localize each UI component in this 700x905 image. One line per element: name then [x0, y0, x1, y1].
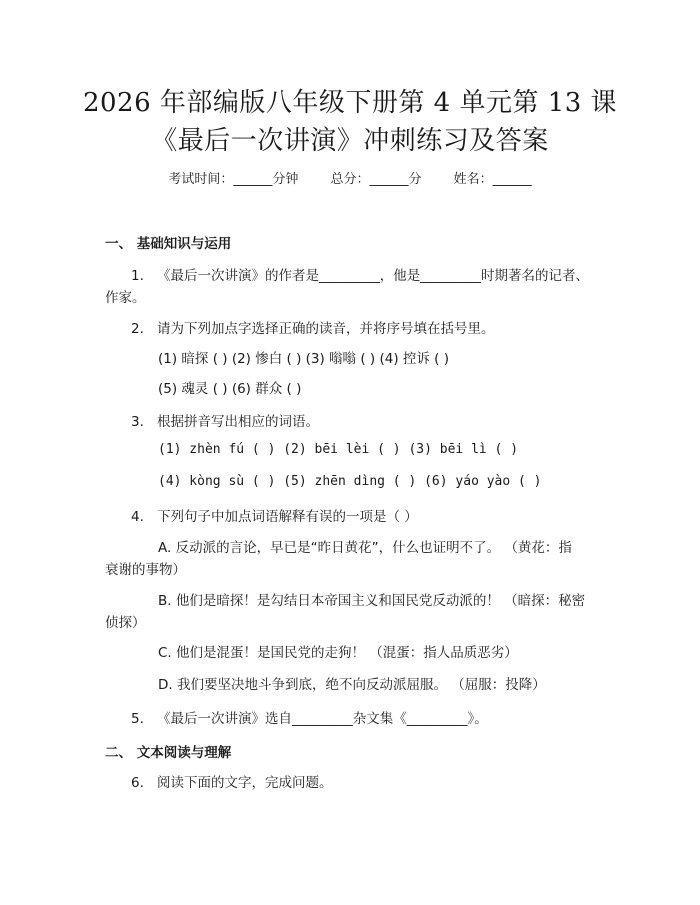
total-score-field: 总分：______分	[330, 172, 422, 187]
question-2	[131, 317, 495, 337]
exam-meta	[0, 168, 700, 187]
student-name-field: 姓名：______	[453, 172, 532, 187]
question-6	[131, 771, 333, 791]
question-text: 根据拼音写出相应的词语。	[157, 414, 319, 430]
question-5	[131, 707, 488, 727]
question-2-options-row1: (1) 暗探 ( ) (2) 惨白 ( ) (3) 嗡嗡 ( ) (4) 控诉 ( )	[158, 351, 449, 367]
question-4-option-b: B. 他们是暗探！是勾结日本帝国主义和国民党反动派的！ （暗探：秘密	[158, 593, 586, 609]
question-number: 5.	[131, 711, 144, 727]
question-1	[131, 264, 589, 284]
question-text: 《最后一次讲演》选自_________杂文集《_________》。	[157, 711, 488, 727]
question-text: 《最后一次讲演》的作者是_________，他是_________时期著名的记者、	[157, 268, 589, 284]
question-text: 下列句子中加点词语解释有误的一项是（ ）	[157, 509, 418, 525]
question-4-option-c: C. 他们是混蛋！是国民党的走狗！ （混蛋：指人品质恶劣）	[158, 645, 518, 661]
question-number: 4.	[131, 509, 144, 525]
question-number: 3.	[131, 414, 144, 430]
question-text: 请为下列加点字选择正确的读音，并将序号填在括号里。	[157, 321, 495, 337]
question-number: 1.	[131, 268, 144, 284]
question-1-continuation: 作家。	[105, 290, 146, 306]
question-2-options-row2: (5) 魂灵 ( ) (6) 群众 ( )	[158, 381, 302, 397]
question-3	[131, 410, 319, 430]
exam-time-field: 考试时间：______分钟	[168, 172, 299, 187]
question-3-pinyin-row2: (4) kòng sù ( ) (5) zhēn dìng ( ) (6) yáo yào ( )	[158, 474, 542, 489]
document-title-line2: 《最后一次讲演》冲刺练习及答案	[151, 126, 549, 156]
question-4	[131, 505, 418, 525]
question-4-option-a: A. 反动派的言论，早已是“昨日黄花”，什么也证明不了。 （黄花：指	[158, 540, 572, 556]
question-4-option-b-continuation: 侦探）	[105, 615, 146, 631]
question-4-option-a-continuation: 衰谢的事物）	[105, 562, 186, 578]
question-4-option-d: D. 我们要坚决地斗争到底，绝不向反动派屈服。 （屈服：投降）	[158, 677, 546, 693]
question-number: 2.	[131, 321, 144, 337]
question-text: 阅读下面的文字，完成问题。	[157, 775, 333, 791]
section-heading-2: 二、 文本阅读与理解	[105, 745, 232, 761]
question-number: 6.	[131, 775, 144, 791]
question-3-pinyin-row1: (1) zhèn fú ( ) (2) bēi lèi ( ) (3) bēi lì ( )	[158, 442, 519, 457]
section-heading-1: 一、 基础知识与运用	[105, 236, 232, 252]
document-title-line1: 2026 年部编版八年级下册第 4 单元第 13 课	[82, 88, 618, 118]
